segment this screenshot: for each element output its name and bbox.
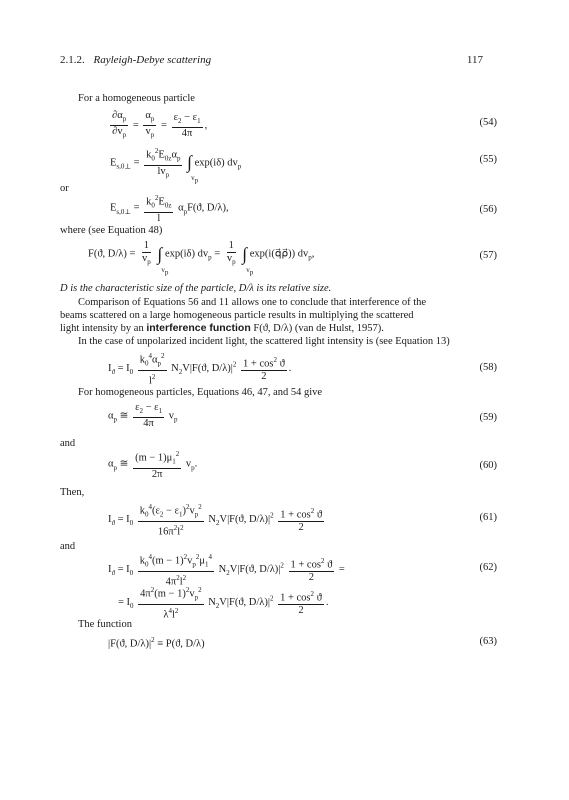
equation-number-59: (59) <box>479 412 497 423</box>
paragraph-d-definition: D is the characteristic size of the particle, D/λ is its relative size. <box>60 283 332 294</box>
equation-56: $E_{s,0\perp}$ = $\frac{k_0^2E_{0z}}{l}$ $\alpha_pF(ϑ$, D/λ), <box>110 194 229 224</box>
equation-number-61: (61) <box>479 512 497 523</box>
equation-55: $E_{s,0\perp}$ = $\frac{k_0^2E_{0z}\alpha_p}{lv_p}$ ∫ $v_p$ exp(iδ) $dv_p$ <box>110 147 242 185</box>
word-or: or <box>60 183 69 194</box>
word-and-2: and <box>60 541 76 552</box>
interference-function-term: interference function <box>146 322 251 334</box>
equation-62-line-2: = $I_0$ $\frac{4\pi^2(m - 1)^2v_p^2}{\lambda^4l^2}$ $N_2V|F(ϑ$, $D/\lambda)|^2$ $\frac{1 + \cos^2 ϑ}{2}$ . <box>118 586 329 621</box>
comparison-post: F(ϑ, D/λ) (van de Hulst, 1957). <box>253 323 384 334</box>
paragraph-comparison-line-1: Comparison of Equations 56 and 11 allows one to conclude that interference of the <box>78 297 427 308</box>
page-number: 117 <box>466 54 483 66</box>
equation-number-57: (57) <box>479 250 497 261</box>
paragraph-intro: For a homogeneous particle <box>78 93 195 104</box>
equation-57: F(ϑ, D/λ) = $\frac{1}{v_p}$ ∫ $v_p$ exp(iδ) $dv_p$ = $\frac{1}{v_p}$ ∫ $v_p$ exp(i(q⃗ρ⃗)) $dv_p$, <box>88 240 315 276</box>
paragraph-homogeneous: For homogeneous particles, Equations 46, 47, and 54 give <box>78 387 323 398</box>
word-then: Then, <box>60 487 85 498</box>
paragraph-where: where (see Equation 48) <box>60 225 163 236</box>
equation-63: |F(ϑ, $D/\lambda)|^2 \equiv P(ϑ$, D/λ) <box>108 636 205 650</box>
equation-59: $\alpha_p$ ≅ $\frac{\varepsilon_2 - \varepsilon_1}{4\pi}$ $v_p$ <box>108 402 178 430</box>
equation-62-line-1: $I_ϑ = I_0$ $\frac{k_0^4(m - 1)^2v_p^2\mu_1^4}{4\pi^2l^2}$ $N_2V|F(ϑ$, $D/\lambda)|^2$ $\frac{1 + \cos^2 ϑ}{2}$ = <box>108 553 345 588</box>
equation-number-55: (55) <box>479 154 497 165</box>
running-header <box>60 54 211 66</box>
equation-number-56: (56) <box>479 204 497 215</box>
equation-61: $I_ϑ = I_0$ $\frac{k_0^4(\varepsilon_2 - \varepsilon_1)^2v_p^2}{16\pi^2l^2}$ $N_2V|F(ϑ$, $D/\lambda)|^2$ $\frac{1 + \cos^2 ϑ}{2}$ <box>108 503 323 538</box>
equation-number-62: (62) <box>479 562 497 573</box>
section-title: Rayleigh-Debye scattering <box>93 54 212 66</box>
section-number: 2.1.2. <box>60 54 85 66</box>
word-and-1: and <box>60 438 76 449</box>
equation-number-54: (54) <box>479 117 497 128</box>
equation-60: $\alpha_p$ ≅ $\frac{(m - 1)\mu_1^2}{2\pi}$ $v_p$. <box>108 450 198 480</box>
paragraph-the-function: The function <box>78 619 132 630</box>
equation-54: $\frac{\partial\alpha_p}{\partial v_p}$ = $\frac{\alpha_p}{v_p}$ = $\frac{\varepsilon_2 - \varepsilon_1}{4\pi}$ , <box>112 110 208 140</box>
equation-number-58: (58) <box>479 362 497 373</box>
equation-number-60: (60) <box>479 460 497 471</box>
comparison-pre: light intensity by an <box>60 323 144 334</box>
equation-number-63: (63) <box>479 636 497 647</box>
equation-58: $I_ϑ = I_0$ $\frac{k_0^4\alpha_p^2}{l^2}$ $N_2V|F(ϑ$, $D/\lambda)|^2$ $\frac{1 + \cos^2 ϑ}{2}$ . <box>108 352 292 387</box>
paragraph-comparison-line-2: beams scattered on a large homogeneous particle results in multiplying the scattered <box>60 310 414 321</box>
paragraph-unpolarized: In the case of unpolarized incident light, the scattered light intensity is (see Equation 13) <box>78 336 450 347</box>
paragraph-comparison-line-3 <box>60 322 384 335</box>
